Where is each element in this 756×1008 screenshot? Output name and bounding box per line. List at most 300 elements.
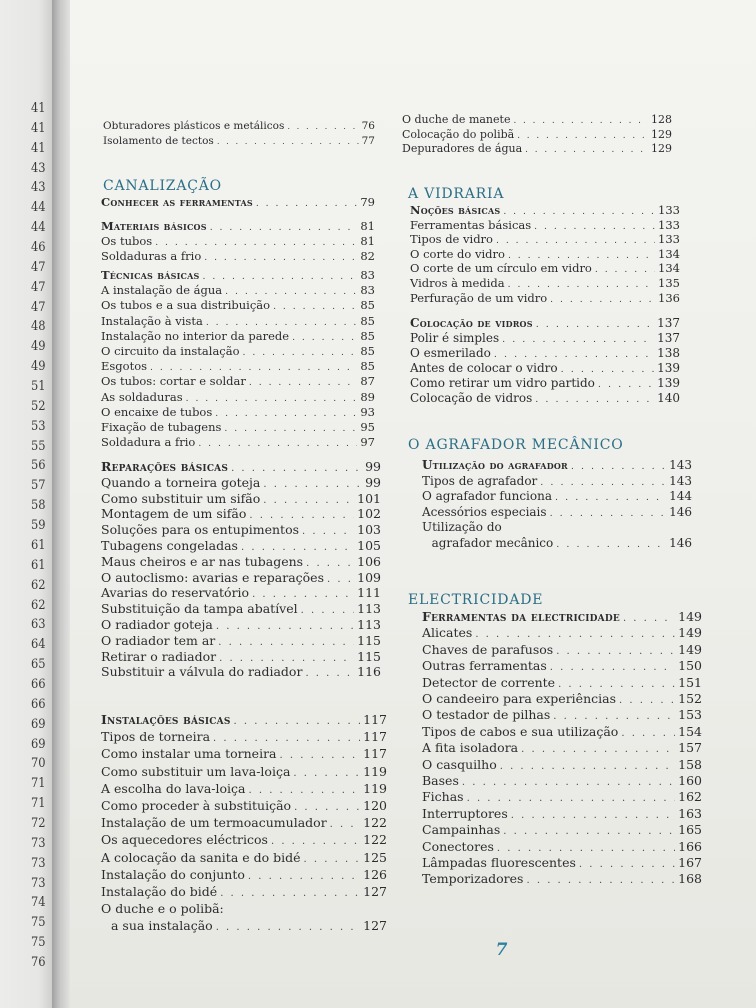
dot-leader <box>534 221 655 232</box>
left-page-number: 65 <box>31 657 46 673</box>
toc-entry-page: 129 <box>651 142 672 155</box>
toc-entry <box>101 764 387 779</box>
toc-entry <box>422 871 702 886</box>
toc-entry-title: Instalação no interior da parede <box>101 328 290 343</box>
section-title: CANALIZAÇÃO <box>103 178 222 194</box>
dot-leader <box>302 526 354 537</box>
toc-entry-page: 85 <box>360 344 375 358</box>
toc-entry-page: 85 <box>360 298 375 313</box>
toc-entry-title: Temporizadores <box>422 871 524 887</box>
toc-entry <box>101 633 381 648</box>
toc-entry-page: 144 <box>669 489 692 503</box>
toc-entry <box>101 374 375 388</box>
toc-entry-title: O duche e o polibã: <box>101 901 224 917</box>
toc-entry-title: Utilização do agrafador <box>422 458 568 472</box>
dot-leader <box>550 294 655 305</box>
toc-entry-title: A fita isoladora <box>422 740 519 756</box>
toc-entry-page: 83 <box>360 268 375 282</box>
toc-entry <box>101 746 387 761</box>
left-page-number: 53 <box>31 418 46 434</box>
toc-entry <box>422 773 702 788</box>
toc-entry <box>410 261 680 275</box>
toc-entry-title: Quando a torneira goteja <box>101 474 261 490</box>
toc-entry-page: 165 <box>678 822 702 838</box>
toc-entry-page: 119 <box>363 763 387 779</box>
toc-entry-title: Soluções para os entupimentos <box>101 522 300 538</box>
toc-entry-title: Soldadura a frio <box>101 435 196 450</box>
dot-leader <box>231 463 362 474</box>
toc-entry <box>410 232 680 246</box>
toc-entry <box>422 625 702 640</box>
toc-entry-page: 82 <box>360 249 375 264</box>
dot-leader <box>210 222 358 233</box>
toc-group-heading <box>101 195 375 209</box>
left-page-number: 61 <box>31 557 46 573</box>
toc-entry <box>101 298 375 312</box>
toc-entry <box>101 649 381 664</box>
toc-entry-title: Instalação à vista <box>101 313 203 328</box>
toc-entry <box>422 658 702 673</box>
toc-entry-title: Tipos de cabos e sua utilização <box>422 723 619 739</box>
dot-leader <box>301 605 354 616</box>
toc-entry <box>410 247 680 261</box>
toc-entry-title: A escolha do lava-loiça <box>101 780 246 796</box>
toc-entry-title: Como substituir um lava-loiça <box>101 763 291 779</box>
toc-entry <box>101 390 375 404</box>
toc-entry <box>410 331 680 345</box>
toc-entry-page: 113 <box>357 601 381 617</box>
toc-entry-page: 127 <box>363 918 387 934</box>
toc-entry-page: 168 <box>678 871 702 887</box>
toc-entry <box>101 420 375 434</box>
dot-leader <box>243 347 358 358</box>
toc-entry <box>422 675 702 690</box>
toc-entry-title: Conhecer as ferramentas <box>101 195 253 209</box>
toc-entry-title: O autoclismo: avarias e reparações <box>101 569 324 585</box>
dot-leader <box>306 558 354 569</box>
dot-leader <box>553 711 675 722</box>
dot-leader <box>508 279 655 290</box>
toc-entry-title: Esgotos <box>101 359 148 374</box>
dot-leader <box>497 843 675 854</box>
left-page-number: 75 <box>31 915 46 931</box>
toc-entry-title: O agrafador funciona <box>422 489 552 503</box>
toc-entry <box>101 491 381 506</box>
toc-entry <box>101 585 381 600</box>
toc-entry-page: 133 <box>658 232 680 247</box>
dot-leader <box>555 492 666 503</box>
toc-entry-page: 77 <box>361 135 375 147</box>
toc-entry-page: 149 <box>678 609 702 624</box>
dot-leader <box>263 495 354 506</box>
toc-entry <box>103 120 375 132</box>
toc-entry-title: Os tubos: cortar e soldar <box>101 374 246 389</box>
toc-entry <box>422 740 702 755</box>
toc-entry-page: 117 <box>363 746 387 762</box>
left-page-number: 62 <box>31 577 46 593</box>
toc-entry <box>101 901 387 916</box>
dot-leader <box>186 393 358 404</box>
dot-leader <box>220 888 360 899</box>
left-page-number: 57 <box>31 478 46 494</box>
toc-entry <box>402 128 672 141</box>
toc-entry <box>101 538 381 553</box>
toc-entry-page: 117 <box>363 729 387 745</box>
toc-entry-title: Soldaduras a frio <box>101 249 202 264</box>
left-page-number: 72 <box>31 815 46 831</box>
dot-leader <box>204 252 357 263</box>
dot-leader <box>623 613 675 624</box>
toc-entry-title: O encaixe de tubos <box>101 404 213 419</box>
dot-leader <box>511 810 675 821</box>
dot-leader <box>225 286 357 297</box>
toc-entry-title: Tubagens congeladas <box>101 538 238 553</box>
toc-entry <box>101 329 375 343</box>
toc-entry-title: Avarias do reservatório <box>101 585 250 601</box>
dot-leader <box>198 438 357 449</box>
toc-entry-page: 113 <box>357 617 381 632</box>
toc-entry-page: 135 <box>658 276 680 290</box>
toc-entry-page: 81 <box>360 219 375 233</box>
left-page-number: 44 <box>31 220 46 236</box>
toc-entry <box>422 839 702 854</box>
dot-leader <box>540 477 666 488</box>
toc-entry <box>422 707 702 722</box>
toc-entry-page: 125 <box>363 849 387 865</box>
dot-leader <box>287 121 358 131</box>
dot-leader <box>273 301 357 312</box>
dot-leader <box>206 317 358 328</box>
toc-entry-page: 99 <box>365 459 381 474</box>
dot-leader <box>535 394 654 405</box>
left-page-number: 59 <box>31 518 46 534</box>
toc-entry-title: Obturadores plásticos e metálicos <box>103 120 285 132</box>
toc-entry <box>103 135 375 147</box>
toc-entry-page: 85 <box>360 328 375 343</box>
toc-entry-title: Tipos de torneira <box>101 729 211 745</box>
dot-leader <box>330 819 360 830</box>
left-page-number: 73 <box>31 835 46 851</box>
dot-leader <box>513 116 648 126</box>
toc-entry <box>101 601 381 616</box>
toc-entry <box>101 405 375 419</box>
left-page-number: 43 <box>31 160 46 176</box>
dot-leader <box>561 364 654 375</box>
toc-entry-title: Detector de corrente <box>422 674 556 690</box>
toc-entry-page: 133 <box>658 203 680 217</box>
toc-entry-title: Como substituir um sifão <box>101 490 261 506</box>
toc-entry <box>410 276 680 290</box>
toc-entry <box>422 789 702 804</box>
left-page-number: 62 <box>31 597 46 613</box>
left-page-edge <box>0 0 52 1008</box>
toc-entry-title: Instalação de um termoacumulador <box>101 815 327 831</box>
toc-entry <box>422 642 702 657</box>
toc-entry-title: Alicates <box>422 625 473 641</box>
left-page-number: 49 <box>31 339 46 355</box>
toc-entry <box>422 505 692 519</box>
dot-leader <box>521 744 675 755</box>
toc-entry-page: 102 <box>357 506 381 522</box>
toc-group-heading <box>410 316 680 330</box>
dot-leader <box>293 768 360 779</box>
toc-entry-page: 162 <box>678 789 702 805</box>
toc-entry-title: O radiador tem ar <box>101 632 216 648</box>
dot-leader <box>219 653 354 664</box>
dot-leader <box>558 679 675 690</box>
left-page-number: 66 <box>31 696 46 712</box>
left-page-number: 41 <box>31 101 46 116</box>
toc-entry-title: Polir é simples <box>410 331 500 345</box>
toc-entry <box>101 850 387 865</box>
page-number: 7 <box>495 940 509 960</box>
toc-entry-page: 128 <box>651 113 672 126</box>
toc-entry-page: 81 <box>360 234 375 249</box>
dot-leader <box>202 271 357 282</box>
toc-entry-page: 158 <box>678 756 702 772</box>
left-page-number: 73 <box>31 875 46 891</box>
toc-entry <box>101 506 381 521</box>
toc-entry <box>410 376 680 390</box>
toc-entry-page: 138 <box>657 346 680 360</box>
toc-entry-title: Os aquecedores eléctricos <box>101 832 268 848</box>
toc-entry-title: As soldaduras <box>101 389 183 404</box>
toc-entry-title: Os tubos e a sua distribuição <box>101 298 271 313</box>
toc-entry <box>422 536 692 550</box>
toc-entry-title: Chaves de parafusos <box>422 641 554 657</box>
toc-entry-page: 105 <box>357 538 381 553</box>
dot-leader <box>263 479 362 490</box>
toc-entry-page: 157 <box>678 740 702 756</box>
toc-entry-page: 154 <box>678 723 702 739</box>
dot-leader <box>224 423 357 434</box>
toc-entry-title: Ferramentas da electricidade <box>422 609 620 624</box>
left-page-number: 66 <box>31 676 46 692</box>
toc-entry-page: 101 <box>357 490 381 506</box>
toc-entry-page: 79 <box>360 195 375 209</box>
toc-entry <box>410 361 680 375</box>
dot-leader <box>216 922 360 933</box>
toc-entry-title: Como proceder à substituição <box>101 798 292 813</box>
toc-entry-page: 152 <box>678 691 702 706</box>
left-page-number: 52 <box>31 398 46 414</box>
toc-entry-title: O circuito da instalação <box>101 344 240 358</box>
toc-entry-page: 97 <box>360 435 375 450</box>
toc-entry-title: Os tubos <box>101 234 153 249</box>
toc-entry-title: O testador de pilhas <box>422 707 551 723</box>
toc-entry-title: Noções básicas <box>410 203 501 217</box>
dot-leader <box>579 859 675 870</box>
dot-leader <box>248 785 360 796</box>
dot-leader <box>217 136 359 146</box>
toc-entry-page: 109 <box>357 569 381 585</box>
dot-leader <box>526 875 675 886</box>
left-page-number: 71 <box>31 796 46 812</box>
toc-entry-page: 143 <box>669 473 692 488</box>
toc-entry-title: agrafador mecânico <box>431 535 554 550</box>
toc-entry-page: 117 <box>363 712 387 727</box>
dot-leader <box>241 542 354 553</box>
dot-leader <box>598 379 654 390</box>
left-page-number: 74 <box>31 895 46 911</box>
left-page-number: 56 <box>31 458 46 474</box>
toc-entry-page: 149 <box>678 641 702 657</box>
dot-leader <box>280 750 361 761</box>
toc-entry <box>101 475 381 490</box>
left-page-number: 47 <box>31 279 46 295</box>
toc-entry-title: Substituir a válvula do radiador <box>101 664 303 680</box>
toc-entry <box>101 781 387 796</box>
toc-group-heading <box>410 203 680 217</box>
toc-entry-page: 146 <box>669 504 692 519</box>
toc-entry-title: Vidros à medida <box>410 276 505 290</box>
dot-leader <box>252 589 354 600</box>
toc-entry-title: Conectores <box>422 838 494 854</box>
toc-entry-page: 115 <box>357 632 381 648</box>
toc-entry-title: Substituição da tampa abatível <box>101 601 298 617</box>
dot-leader <box>550 508 667 519</box>
toc-entry <box>422 806 702 821</box>
toc-entry-title: Instalação do bidé <box>101 884 218 899</box>
toc-page <box>70 0 756 1008</box>
toc-entry-page: 122 <box>363 832 387 848</box>
toc-group-heading <box>422 609 702 624</box>
toc-entry-title: Lâmpadas fluorescentes <box>422 855 576 870</box>
toc-entry-title: Outras ferramentas <box>422 658 547 674</box>
toc-entry <box>422 855 702 870</box>
dot-leader <box>462 777 675 788</box>
left-page-number: 44 <box>31 200 46 216</box>
dot-leader <box>327 574 354 585</box>
toc-entry-page: 119 <box>363 780 387 796</box>
left-page-number: 51 <box>31 379 46 395</box>
toc-entry-title: Como instalar uma torneira <box>101 746 277 762</box>
dot-leader <box>234 716 361 727</box>
section-title: A VIDRARIA <box>408 186 505 202</box>
toc-entry-page: 153 <box>678 707 702 723</box>
toc-entry-page: 99 <box>365 474 381 490</box>
toc-entry-page: 126 <box>363 866 387 882</box>
dot-leader <box>517 131 648 141</box>
toc-entry-title: Maus cheiros e ar nas tubagens <box>101 553 304 569</box>
dot-leader <box>292 332 357 343</box>
toc-entry <box>101 798 387 813</box>
toc-entry-page: 133 <box>658 217 680 232</box>
toc-entry-title: O corte do vidro <box>410 246 505 261</box>
toc-group-heading <box>101 712 387 727</box>
toc-group-heading <box>101 219 375 233</box>
dot-leader <box>467 793 676 804</box>
dot-leader <box>508 250 655 261</box>
toc-entry-page: 89 <box>360 389 375 404</box>
left-page-number: 58 <box>31 498 46 514</box>
section-title: ELECTRICIDADE <box>408 592 544 608</box>
toc-entry-page: 87 <box>360 374 375 389</box>
toc-entry-page: 163 <box>678 805 702 821</box>
left-page-number: 55 <box>31 438 46 454</box>
dot-leader <box>294 802 360 813</box>
dot-leader <box>536 319 654 330</box>
section-title: O AGRAFADOR MECÂNICO <box>408 437 624 453</box>
toc-entry-title: Isolamento de tectos <box>103 135 214 147</box>
toc-entry-title: A instalação de água <box>101 283 223 298</box>
toc-entry <box>101 554 381 569</box>
toc-entry-page: 116 <box>357 664 381 680</box>
toc-entry-title: O casquilho <box>422 756 497 772</box>
left-page-number: 46 <box>31 240 46 256</box>
toc-entry <box>410 391 680 405</box>
toc-entry-title: A colocação da sanita e do bidé <box>101 849 301 865</box>
toc-entry-title: Acessórios especiais <box>422 504 547 519</box>
toc-entry-page: 137 <box>657 331 680 345</box>
toc-entry <box>101 314 375 328</box>
dot-leader <box>216 621 354 632</box>
toc-entry-page: 93 <box>360 404 375 419</box>
toc-entry-title: Colocação de vidros <box>410 391 533 405</box>
toc-entry <box>422 822 702 837</box>
toc-entry-title: a sua instalação <box>111 918 213 934</box>
toc-entry-page: 166 <box>678 838 702 854</box>
toc-entry-page: 139 <box>657 361 680 375</box>
toc-entry <box>101 435 375 449</box>
toc-group-heading <box>101 459 381 474</box>
left-page-number: 70 <box>31 756 46 772</box>
toc-entry-title: Reparações básicas <box>101 459 229 474</box>
dot-leader <box>619 695 675 706</box>
dot-leader <box>503 826 675 837</box>
left-page-number: 76 <box>31 955 46 970</box>
toc-entry-page: 134 <box>658 261 680 276</box>
toc-entry-title: Instalações básicas <box>101 712 231 727</box>
toc-entry-page: 149 <box>678 625 702 641</box>
toc-entry-page: 140 <box>657 391 680 405</box>
toc-group-heading <box>422 458 692 472</box>
toc-entry <box>101 729 387 744</box>
toc-entry-title: Colocação do polibã <box>402 127 515 141</box>
dot-leader <box>150 362 357 373</box>
dot-leader <box>556 539 666 550</box>
toc-entry-page: 134 <box>658 246 680 261</box>
left-page-number: 63 <box>31 617 46 633</box>
toc-entry-title: Como retirar um vidro partido <box>410 376 595 390</box>
toc-entry <box>101 664 381 679</box>
toc-entry-title: O radiador goteja <box>101 617 213 632</box>
toc-entry-page: 85 <box>360 359 375 374</box>
dot-leader <box>475 629 675 640</box>
dot-leader <box>155 237 357 248</box>
toc-entry <box>101 884 387 899</box>
dot-leader <box>571 461 666 472</box>
book-gutter <box>52 0 70 1008</box>
toc-entry-title: Materiais básicos <box>101 219 207 233</box>
toc-entry <box>101 234 375 248</box>
toc-entry-title: Utilização do <box>422 520 502 534</box>
toc-entry-title: O esmerilado <box>410 346 491 360</box>
toc-entry <box>101 832 387 847</box>
left-page-number: 71 <box>31 776 46 792</box>
left-page-number: 69 <box>31 736 46 752</box>
toc-entry-title: Depuradores de água <box>402 142 523 155</box>
toc-entry-page: 150 <box>678 658 702 674</box>
toc-entry-page: 111 <box>357 585 381 601</box>
toc-entry-title: Técnicas básicas <box>101 268 200 282</box>
toc-entry-page: 76 <box>361 120 375 132</box>
left-page-number: 48 <box>31 319 46 335</box>
dot-leader <box>525 145 648 155</box>
toc-entry-page: 106 <box>357 553 381 569</box>
dot-leader <box>621 728 675 739</box>
dot-leader <box>215 408 357 419</box>
